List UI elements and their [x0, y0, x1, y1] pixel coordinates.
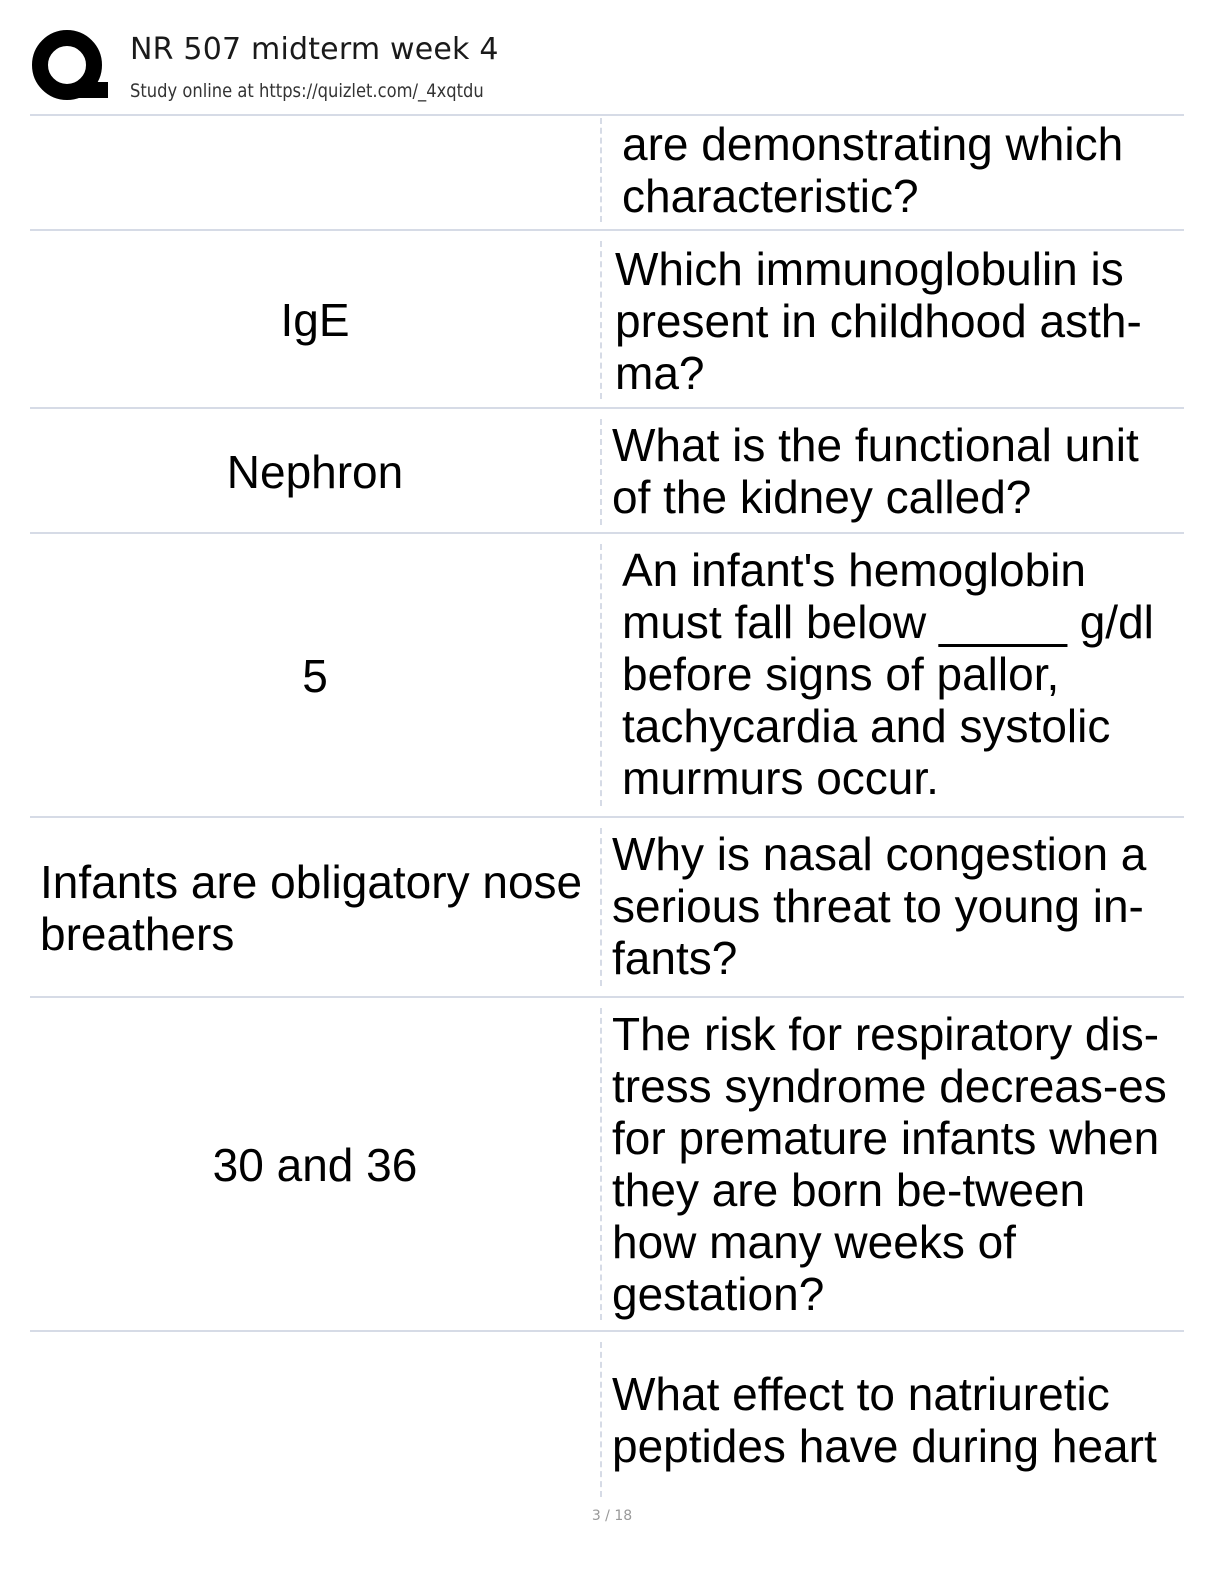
card-definition: are demonstrating which characteristic?	[622, 118, 1124, 222]
card-definition: Which immunoglobulin is present in childhood asth-ma?	[615, 243, 1142, 399]
card-term: IgE	[280, 294, 350, 346]
card-definition: What is the functional unit of the kidney called?	[612, 419, 1139, 523]
card-term: Nephron	[226, 445, 404, 498]
card-term: 5	[302, 650, 328, 702]
page-header	[0, 0, 1224, 114]
card-divider	[600, 1342, 602, 1497]
card-divider	[600, 544, 602, 806]
page-number: 3 / 18	[591, 1508, 633, 1524]
page-title: NR 507 midterm week 4	[130, 32, 499, 67]
card-divider	[600, 118, 602, 222]
card-divider	[600, 828, 602, 986]
card-definition: The risk for respiratory dis-tress syndrome decreas-es for premature infants when they are born be-tween how many weeks of gestation?	[612, 1008, 1167, 1320]
card-term: 30 and 36	[212, 1139, 418, 1191]
card-term: Infants are obligatory nose breathers	[40, 856, 583, 960]
flashcard-row	[30, 407, 1184, 534]
quizlet-logo-icon	[32, 30, 108, 106]
flashcard-row	[30, 1330, 1184, 1502]
card-term	[30, 116, 600, 231]
card-definition: Why is nasal congestion a serious threat to young in-fants?	[612, 828, 1147, 984]
card-divider	[600, 419, 602, 525]
card-definition: What effect to natriuretic peptides have during heart	[612, 1368, 1157, 1472]
card-definition: An infant's hemoglobin must fall below _____ g/dl before signs of pallor, tachycardia and systolic murmurs occur.	[622, 544, 1154, 804]
flashcard-row	[30, 532, 1184, 818]
flashcard-row	[30, 114, 1184, 231]
study-link[interactable]: Study online at https://quizlet.com/_4xqtdu	[130, 80, 484, 102]
flashcard-row	[30, 996, 1184, 1332]
card-divider	[600, 1008, 602, 1320]
card-divider	[600, 241, 602, 399]
flashcard-row	[30, 229, 1184, 409]
flashcard-row	[30, 816, 1184, 998]
card-term	[30, 1332, 600, 1502]
